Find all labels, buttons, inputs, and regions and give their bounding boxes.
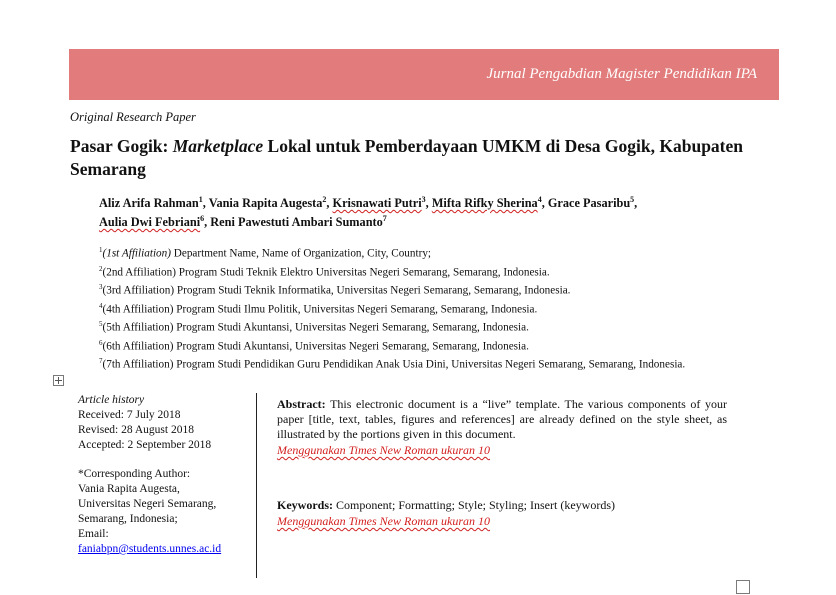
abstract: [277, 397, 727, 442]
corresponding-org: Universitas Negeri Semarang,: [78, 498, 217, 510]
corresponding-name: Vania Rapita Augesta,: [78, 483, 180, 495]
accepted-date: Accepted: 2 September 2018: [78, 439, 212, 451]
affiliation-item: $^7$(7th Affiliation) Program Studi Pendidikan Guru Pendidikan Anak Usia Dini, Universitas Negeri Semarang, Semarang, Indonesia.: [99, 357, 686, 371]
affiliation-item: $^1$(1st Affiliation) Department Name, Name of Organization, City, Country;: [99, 246, 432, 260]
keywords-text: Component; Formatting; Style; Styling; Insert (keywords): [333, 498, 615, 512]
paper-type: Original Research Paper: [70, 110, 196, 124]
abstract-text: This electronic document is a “live” template. The various components of your paper [title, text, tables, figures and references] are already defined on the style sheet, as illustrated by the portions given in this document.: [277, 397, 727, 441]
article-info-column: [78, 393, 250, 557]
abstract-column: [277, 397, 727, 529]
affiliation-item: $^6$(6th Affiliation) Program Studi Akuntansi, Universitas Negeri Semarang, Semarang, Indonesia.: [99, 338, 529, 353]
abstract-font-note: Menggunakan Times New Roman ukuran 10: [277, 443, 490, 457]
affiliation-item: $^4$(4th Affiliation) Program Studi Ilmu Politik, Universitas Negeri Semarang, Semarang, Indonesia.: [99, 301, 538, 316]
title-part-1: Pasar Gogik:: [70, 136, 173, 156]
title-italic: Marketplace: [172, 136, 264, 156]
text-box-handle[interactable]: [736, 580, 750, 594]
abstract-label: Abstract:: [277, 397, 326, 411]
corresponding-city: Semarang, Indonesia;: [78, 513, 178, 525]
author: Aliz Arifa Rahman$^1$,: [99, 195, 209, 211]
affiliation-item: $^5$(5th Affiliation) Program Studi Akuntansi, Universitas Negeri Semarang, Semarang, Indonesia.: [99, 320, 529, 334]
affiliation-list: [99, 243, 779, 373]
affiliation-item: $^2$(2nd Affiliation) Program Studi Teknik Elektro Universitas Negeri Semarang, Semarang, Indonesia.: [99, 264, 550, 279]
keywords: [277, 498, 727, 513]
column-divider: [256, 393, 257, 578]
paper-title: [70, 135, 782, 181]
history-title: Article history: [78, 394, 145, 406]
author: Mifta Rifky Sherina$^4$,: [431, 195, 548, 211]
revised-date: Revised: 28 August 2018: [78, 424, 194, 436]
email-link[interactable]: faniabpn@students.unnes.ac.id: [78, 543, 222, 555]
title-part-2: Lokal untuk Pemberdayaan UMKM di Desa Gogik, Kabupaten Semarang: [70, 136, 744, 179]
journal-title: Jurnal Pengabdian Magister Pendidikan IPA: [486, 66, 757, 82]
keywords-font-note: Menggunakan Times New Roman ukuran 10: [277, 514, 490, 528]
author: Aulia Dwi Febriani$^6$,: [99, 214, 211, 230]
author: Grace Pasaribu$^5$,: [547, 195, 638, 211]
author-list: [99, 192, 779, 230]
corresponding-author: [78, 467, 250, 557]
table-move-handle-icon[interactable]: [53, 375, 64, 386]
author: Reni Pawestuti Ambari Sumanto$^7$: [210, 214, 387, 230]
journal-header-band: [69, 49, 779, 100]
received-date: Received: 7 July 2018: [78, 409, 181, 421]
author: Krisnawati Putri$^3$,: [332, 195, 432, 211]
keywords-label: Keywords:: [277, 498, 333, 512]
affiliation-item: $^3$(3rd Affiliation) Program Studi Teknik Informatika, Universitas Negeri Semarang, Semarang, Indonesia.: [99, 283, 571, 297]
corresponding-label: *Corresponding Author:: [78, 468, 191, 480]
author: Vania Rapita Augesta$^2$,: [208, 195, 333, 211]
email-label: Email:: [78, 528, 109, 540]
